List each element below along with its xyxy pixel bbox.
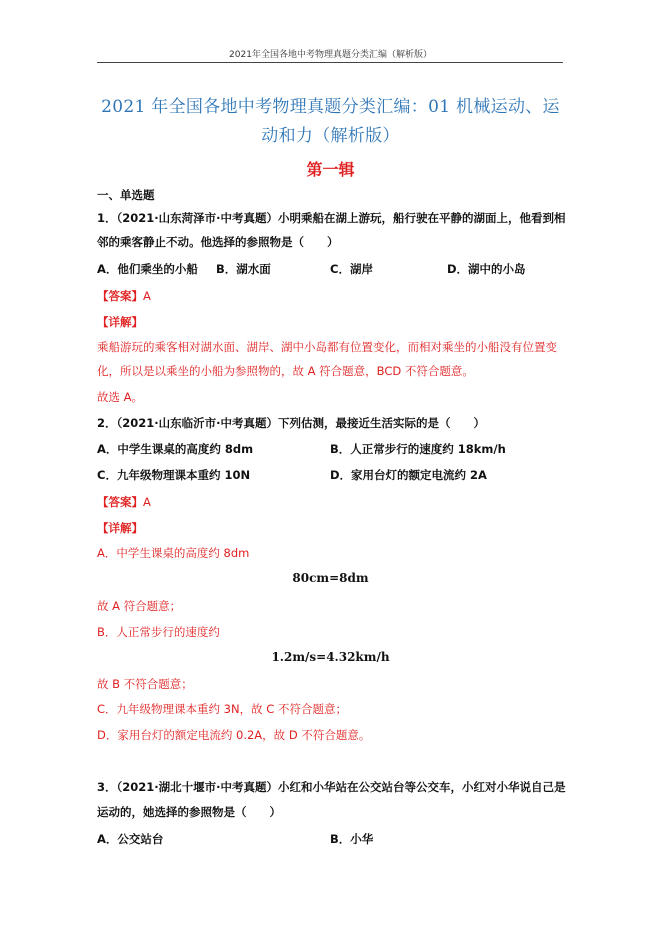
q2-option-a: A．中学生课桌的高度约 8dm [97,442,254,456]
document-title-line1: 2021 年全国各地中考物理真题分类汇编：01 机械运动、运 [101,97,560,117]
q2-detail-b: B．人正常步行的速度约 [97,625,220,639]
q1-stem-line1: 1．（2021·山东菏泽市·中考真题）小明乘船在湖上游玩，船行驶在平静的湖面上，他看到相 [97,211,566,225]
q1-option-d: D．湖中的小岛 [447,262,526,276]
q1-detail-line1: 乘船游玩的乘客相对湖水面、湖岸、湖中小岛都有位置变化，而相对乘坐的小船没有位置变 [97,340,557,354]
q1-answer-label: 【答案】 [97,289,143,303]
q2-option-b: B．人正常步行的速度约 18km/h [330,442,506,456]
q2-equation-a: 80cm=8dm [292,571,369,585]
q3-option-b: B．小华 [330,832,374,846]
q1-detail-label: 【详解】 [97,315,143,329]
q1-conclusion: 故选 A。 [97,390,144,404]
section-heading: 一、单选题 [97,188,155,202]
q2-detail-d: D．家用台灯的额定电流约 0.2A，故 D 不符合题意。 [97,728,371,742]
q1-option-b: B．湖水面 [216,262,271,276]
q2-option-c: C．九年级物理课本重约 10N [97,468,251,482]
q2-detail-label: 【详解】 [97,521,143,535]
q2-verdict-b: 故 B 不符合题意； [97,677,193,691]
q1-detail-line2: 化，所以是以乘坐的小船为参照物的，故 A 符合题意，BCD 不符合题意。 [97,364,474,378]
q3-stem-line2: 运动的，她选择的参照物是（ ） [97,805,281,819]
q2-option-d: D．家用台灯的额定电流约 2A [330,468,487,482]
q1-option-c: C．湖岸 [330,262,373,276]
q1-option-a: A．他们乘坐的小船 [97,262,198,276]
header-divider [97,62,563,63]
document-subtitle: 第一辑 [306,160,355,179]
q1-stem-line2: 邻的乘客静止不动。他选择的参照物是（ ） [97,235,339,249]
q1-answer-value: A [143,289,151,303]
q2-answer-value: A [143,495,151,509]
document-title-line2: 动和力（解析版） [261,126,400,146]
q2-detail-c: C．九年级物理课本重约 3N，故 C 不符合题意； [97,702,347,716]
q2-detail-a: A．中学生课桌的高度约 8dm [97,546,250,560]
q3-stem-line1: 3．（2021·湖北十堰市·中考真题）小红和小华站在公交站台等公交车，小红对小华说自己是 [97,780,566,794]
q2-stem: 2．（2021·山东临沂市·中考真题）下列估测，最接近生活实际的是（ ） [97,416,485,430]
running-header: 2021年全国各地中考物理真题分类汇编（解析版） [229,50,432,60]
q3-option-a: A．公交站台 [97,832,164,846]
q2-answer [97,494,151,510]
q2-verdict-a: 故 A 符合题意； [97,599,182,613]
q2-equation-b: 1.2m/s=4.32km/h [271,650,390,664]
q1-answer [97,288,151,304]
q2-answer-label: 【答案】 [97,495,143,509]
